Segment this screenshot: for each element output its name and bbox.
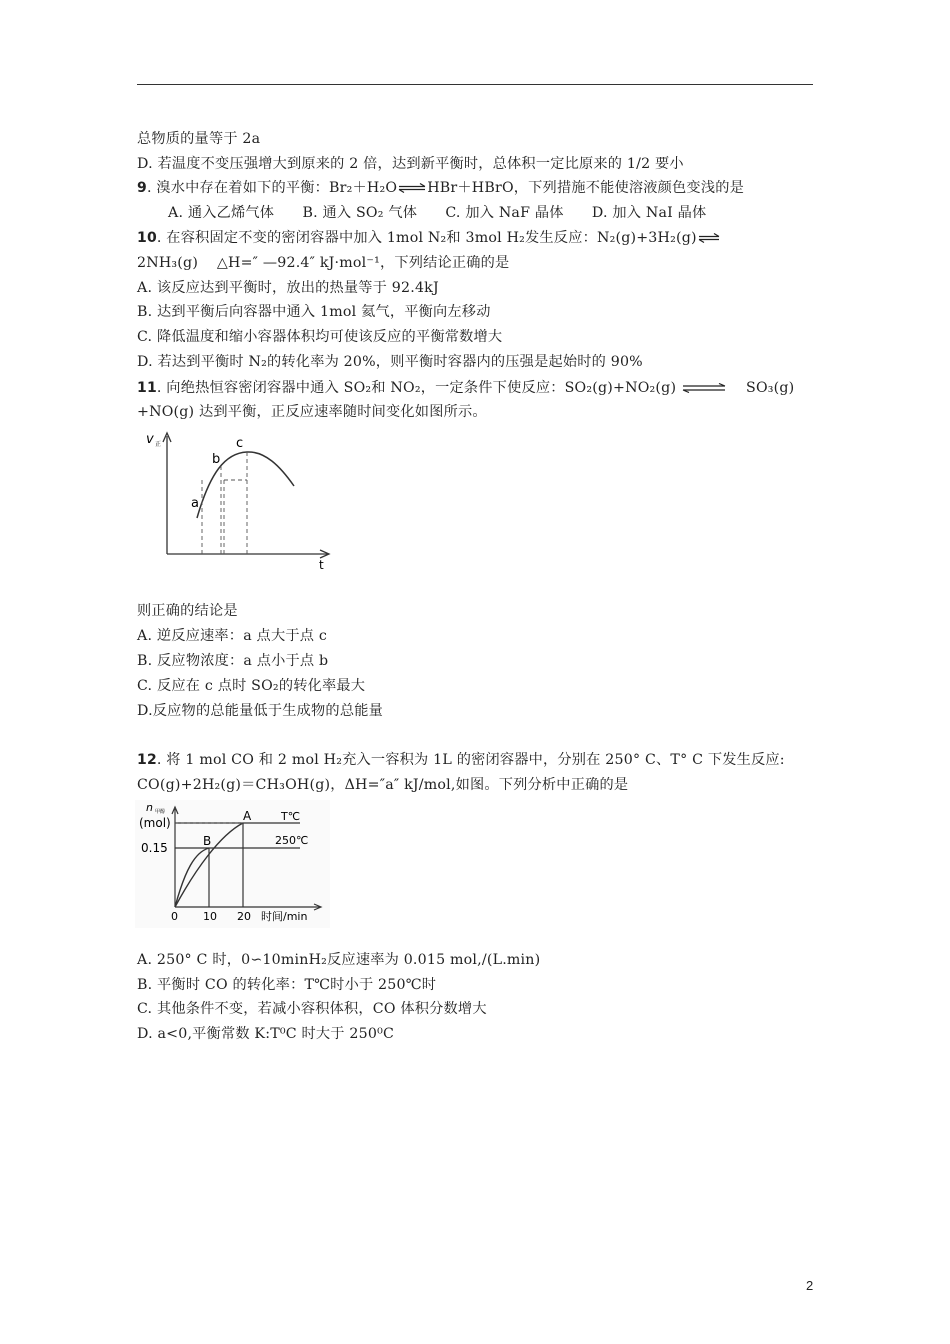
option-d-q10: D. 若达到平衡时 N₂的转化率为 20%，则平衡时容器内的压强是起始时的 90% xyxy=(137,354,643,370)
page-number: 2 xyxy=(806,1278,814,1293)
question-11 xyxy=(137,378,794,398)
question-text: HBr＋HBrO，下列措施不能使溶液颜色变浅的是 xyxy=(427,180,744,196)
y-axis-subscript: 甲醇 xyxy=(155,809,166,815)
option-c-q11: C. 反应在 c 点时 SO₂的转化率最大 xyxy=(137,678,366,694)
option-a-q12: A. 250° C 时，0∽10minH₂反应速率为 0.015 mol,/(L.min) xyxy=(137,952,541,968)
point-a-label: A xyxy=(243,809,252,823)
question-text: . 将 1 mol CO 和 2 mol H₂充入一容积为 1L 的密闭容器中，分别在 250° C、T° C 下发生反应: xyxy=(156,752,785,768)
y-axis-subscript: 正 xyxy=(155,441,162,448)
legend-t: T℃ xyxy=(281,810,301,823)
header-rule xyxy=(137,84,813,85)
question-number: 9 xyxy=(137,180,147,196)
option-a-q11: A. 逆反应速率：a 点大于点 c xyxy=(137,628,327,644)
question-text: SO₃(g) xyxy=(727,380,795,396)
point-a-label: a xyxy=(191,496,199,511)
legend-250: 250℃ xyxy=(275,834,309,847)
y-unit-label: (mol) xyxy=(139,816,171,830)
methanol-amount-figure xyxy=(135,800,330,928)
x-tick-20: 20 xyxy=(237,910,251,923)
option-c-q12: C. 其他条件不变，若减小容积体积，CO 体积分数增大 xyxy=(137,1001,487,1017)
options-q9: A. 通入乙烯气体 B. 通入 SO₂ 气体 C. 加入 NaF 晶体 D. 加入 NaI 晶体 xyxy=(168,205,707,221)
option-b-q11: B. 反应物浓度：a 点小于点 b xyxy=(137,653,329,669)
y-axis-label: v xyxy=(146,432,154,447)
x-axis-label: t xyxy=(319,558,324,572)
question-number: 12 xyxy=(137,752,157,768)
rate-time-figure xyxy=(140,428,340,574)
question-text: 2NH₃(g) △H=″ —92.4″ kJ·mol⁻¹，下列结论正确的是 xyxy=(137,255,510,271)
point-b-label: B xyxy=(203,834,212,848)
point-b-label: b xyxy=(212,452,221,467)
question-text: . 溴水中存在着如下的平衡：Br₂＋H₂O xyxy=(146,180,398,196)
equilibrium-arrow-icon xyxy=(398,183,426,193)
option-d-q11: D.反应物的总能量低于生成物的总能量 xyxy=(137,703,383,719)
x-tick-0: 0 xyxy=(171,910,178,923)
option-a-q10: A. 该反应达到平衡时，放出的热量等于 92.4kJ xyxy=(137,280,439,296)
option-b-q10: B. 达到平衡后向容器中通入 1mol 氦气，平衡向左移动 xyxy=(137,304,491,320)
question-12 xyxy=(137,750,813,770)
question-text: +NO(g) 达到平衡，正反应速率随时间变化如图所示。 xyxy=(137,404,487,420)
question-10 xyxy=(137,228,721,248)
text-line: 总物质的量等于 2a xyxy=(137,131,261,147)
question-text: 则正确的结论是 xyxy=(137,603,238,619)
question-number: 11 xyxy=(137,380,157,396)
question-text: . 在容积固定不变的密闭容器中加入 1mol N₂和 3mol H₂发生反应：N₂(g)+3H₂(g) xyxy=(156,230,697,246)
y-axis-label: n xyxy=(146,801,153,814)
option-b-q12: B. 平衡时 CO 的转化率：T℃时小于 250℃时 xyxy=(137,977,437,993)
option-c-q10: C. 降低温度和缩小容器体积均可使该反应的平衡常数增大 xyxy=(137,329,503,345)
option-d-q8: D. 若温度不变压强增大到原来的 2 倍，达到新平衡时，总体积一定比原来的 1/2 要小 xyxy=(137,156,684,172)
question-text: . 向绝热恒容密闭容器中通入 SO₂和 NO₂，一定条件下使反应：SO₂(g)+NO₂(g) xyxy=(156,380,677,396)
y-tick-015: 0.15 xyxy=(141,841,168,855)
question-text: CO(g)+2H₂(g)＝CH₃OH(g)，ΔH=″a″ kJ/mol,如图。下列分析中正确的是 xyxy=(137,777,629,793)
question-9 xyxy=(137,178,744,198)
point-c-label: c xyxy=(236,436,244,451)
equilibrium-arrow-icon xyxy=(682,383,726,393)
equilibrium-arrow-icon xyxy=(698,233,720,243)
question-number: 10 xyxy=(137,230,157,246)
x-tick-10: 10 xyxy=(203,910,217,923)
x-axis-label: 时间/min xyxy=(261,910,308,923)
option-d-q12: D. a<0,平衡常数 K:T⁰C 时大于 250⁰C xyxy=(137,1026,395,1042)
